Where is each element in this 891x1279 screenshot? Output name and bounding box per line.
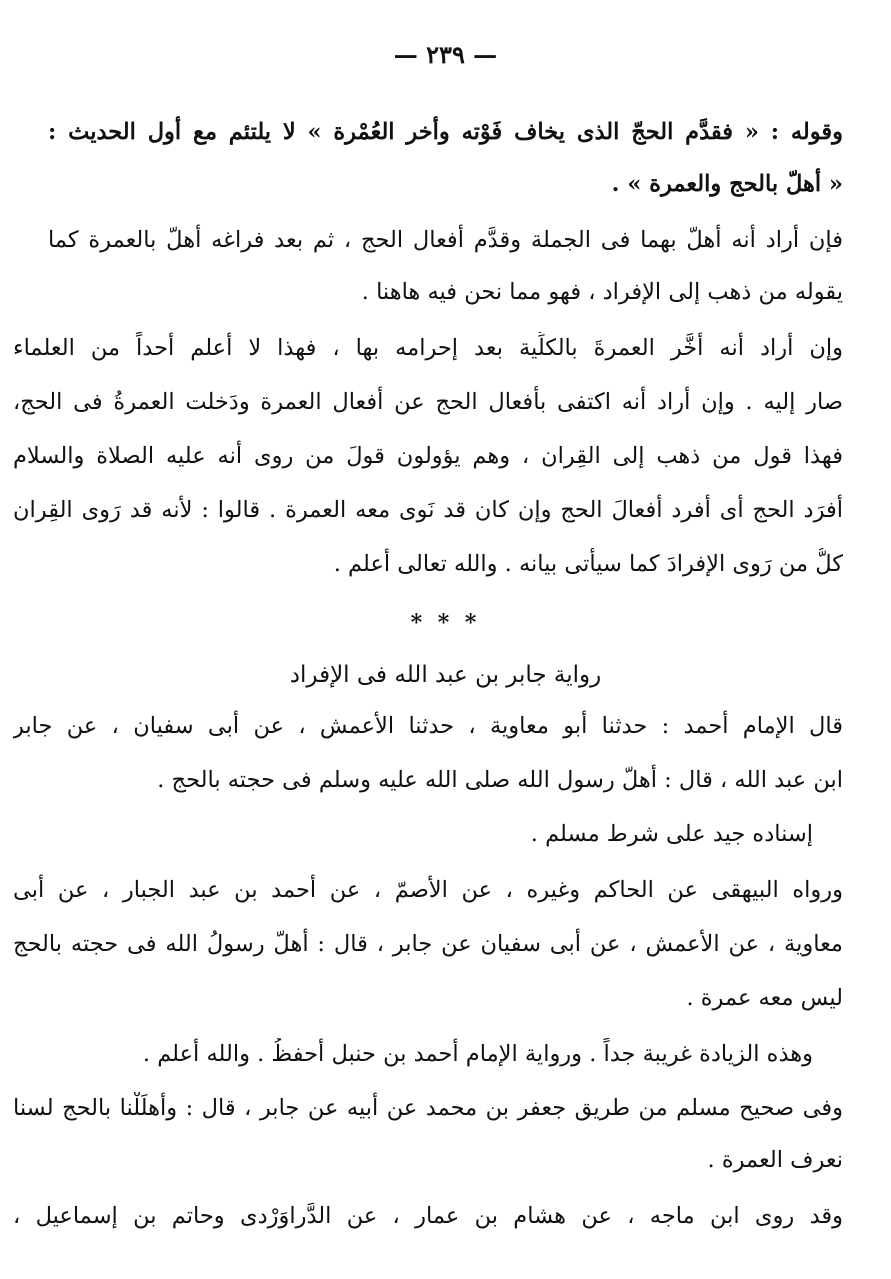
text-line: نعرف العمرة .: [707, 1147, 843, 1173]
text-line: ليس معه عمرة .: [686, 985, 843, 1011]
text-line: وإن أراد أنه أخَّر العمرةَ بالكلِّية بعد إحرامه بها ، فهذا لا أعلم أحداً من العلماء: [13, 335, 843, 361]
text-line: معاوية ، عن الأعمش ، عن أبى سفيان عن جابر ، قال : أهلّ رسولُ الله فى حجته بالحج: [13, 931, 843, 957]
text-line: وقوله : « فقدَّم الحجّ الذى يخاف فَوْته وأخر العُمْرة » لا يلتئم مع أول الحديث :: [48, 119, 843, 145]
text-line: وقد روى ابن ماجه ، عن هشام بن عمار ، عن الدَّراوَرْدى وحاتم بن إسماعيل ،: [13, 1203, 843, 1229]
text-line: كلُّ من رَوى الإفرادَ كما سيأتى بيانه . والله تعالى أعلم .: [333, 551, 843, 577]
text-line: أفرَد الحج أى أفرد أفعالَ الحج وإن كان قد نَوى معه العمرة . قالوا : لأنه قد رَوى القِران: [13, 497, 843, 523]
text-line: قال الإمام أحمد : حدثنا أبو معاوية ، حدثنا الأعمش ، عن أبى سفيان ، عن جابر: [13, 713, 843, 739]
section-separator: * * *: [410, 610, 481, 636]
text-line: صار إليه . وإن أراد أنه اكتفى بأفعال الحج عن أفعال العمرة ودَخلت العمرةُ فى الحج،: [13, 389, 843, 415]
section-title: رواية جابر بن عبد الله فى الإفراد: [289, 662, 602, 688]
text-line: يقوله من ذهب إلى الإفراد ، فهو مما نحن فيه هاهنا .: [361, 279, 843, 305]
page-number: — ٢٣٩ —: [393, 40, 498, 69]
text-line: ابن عبد الله ، قال : أهلّ رسول الله صلى الله عليه وسلم فى حجته بالحج .: [157, 767, 843, 793]
text-line: فإن أراد أنه أهلّ بهما فى الجملة وقدَّم أفعال الحج ، ثم بعد فراغه أهلّ بالعمرة كما: [48, 227, 843, 253]
text-line: وهذه الزيادة غريبة جداً . ورواية الإمام أحمد بن حنبل أحفظُ . والله أعلم .: [142, 1041, 813, 1067]
text-line: ورواه البيهقى عن الحاكم وغيره ، عن الأصمّ ، عن أحمد بن عبد الجبار ، عن أبى: [13, 877, 843, 903]
text-line: فهذا قول من ذهب إلى القِران ، وهم يؤولون قولَ من روى أنه عليه الصلاة والسلام: [13, 443, 843, 469]
text-line: « أهلّ بالحج والعمرة » .: [611, 171, 843, 197]
text-line: إسناده جيد على شرط مسلم .: [530, 821, 813, 847]
text-line: وفى صحيح مسلم من طريق جعفر بن محمد عن أبيه عن جابر ، قال : وأهلَلْنا بالحج لسنا: [13, 1095, 843, 1121]
